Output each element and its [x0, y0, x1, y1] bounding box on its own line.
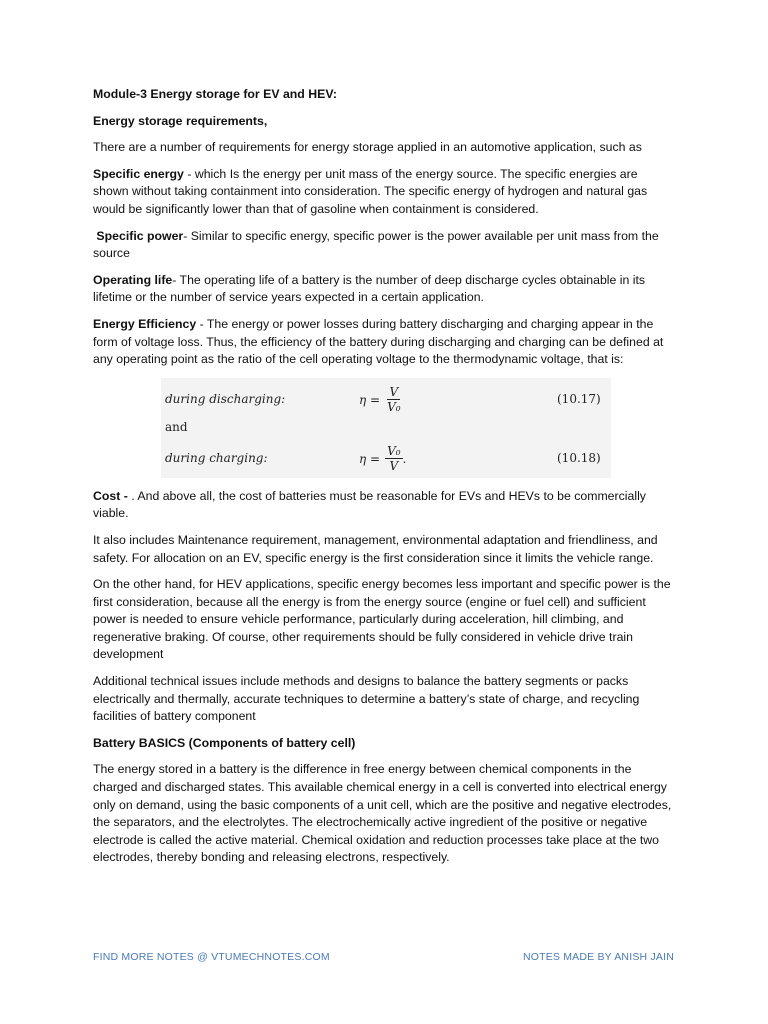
discharging-label: during discharging: [165, 391, 286, 406]
specific-energy-paragraph [93, 166, 675, 219]
charging-numerator: V₀ [387, 444, 401, 459]
equation-and: and [165, 419, 188, 434]
footer-website-link[interactable]: FIND MORE NOTES @ VTUMECHNOTES.COM [93, 951, 330, 963]
charging-denominator: V [389, 459, 399, 474]
charging-label: during charging: [165, 450, 268, 465]
equation-number-charging: (10.18) [557, 450, 601, 465]
specific-energy-term: Specific energy [93, 166, 184, 181]
specific-energy-text: - which Is the energy per unit mass of the energy source. The specific energies are shown without taking containment into consideration. The specific energy of hydrogen and natural gas would be significantly lower than that of gasoline when containment is considered. [93, 166, 648, 216]
efficiency-equations-image [161, 378, 611, 478]
specific-power-term: Specific power [96, 228, 184, 243]
specific-power-paragraph [93, 228, 675, 263]
energy-efficiency-paragraph [93, 316, 675, 369]
equation-charging [161, 441, 611, 477]
cost-text: . And above all, the cost of batteries must be reasonable for EVs and HEVs to be commercially viable. [93, 488, 646, 521]
body-paragraph: It also includes Maintenance requirement, management, environmental adaptation and friendliness, and safety. For allocation on an EV, specific energy is the first consideration since it limits the vehicle range. [93, 532, 658, 565]
specific-power-text: - Similar to specific energy, specific power is the power available per unit mass from the source [93, 228, 659, 261]
section-heading-requirements: Energy storage requirements, [93, 113, 268, 128]
body-paragraph: On the other hand, for HEV applications, specific energy becomes less important and specific power is the first consideration, because all the energy is from the energy source (engine or fuel cell) and sufficient power is needed to ensure vehicle performance, particularly during acceleration, hill climbing, and regenerative braking. Of course, other requirements should be fully considered in vehicle drive train development [93, 577, 671, 662]
operating-life-text: - The operating life of a battery is the number of deep discharge cycles obtainable in its lifetime or the number of service years expected in a certain application. [93, 272, 646, 305]
page-title: Module-3 Energy storage for EV and HEV: [93, 87, 337, 101]
battery-basics-paragraph: The energy stored in a battery is the difference in free energy between chemical components in the charged and discharged states. This available chemical energy in a cell is converted into electrical energy only on demand, using the basic components of a unit cell, which are the positive and negative electrodes, the separators, and the electrolytes. The electrochemically active ingredient of the positive or negative electrode is called the active material. Chemical oxidation and reduction processes take place at the two electrodes, thereby bonding and releasing electrons, respectively. [93, 762, 672, 865]
cost-paragraph [93, 488, 675, 523]
cost-term: Cost - [93, 488, 132, 503]
eta-symbol: η = [359, 392, 381, 407]
discharging-fraction [385, 385, 402, 414]
operating-life-paragraph [93, 272, 675, 307]
charging-fraction [385, 444, 402, 473]
intro-paragraph: There are a number of requirements for energy storage applied in an automotive application, such as [93, 140, 642, 155]
footer-author: NOTES MADE BY ANISH JAIN [522, 951, 674, 963]
discharging-numerator: V [389, 385, 399, 400]
operating-life-term: Operating life [93, 272, 173, 287]
discharging-formula [359, 382, 403, 418]
body-paragraph: Additional technical issues include methods and designs to balance the battery segments or packs electrically and thermally, accurate techniques to determine a battery’s state of charge, and recycling facilities of battery component [93, 674, 640, 724]
eta-symbol: η = [359, 451, 381, 466]
energy-efficiency-term: Energy Efficiency [93, 316, 197, 331]
charging-period: . [402, 451, 407, 466]
charging-formula [359, 441, 406, 477]
document-body [93, 86, 675, 876]
section-heading-battery-basics: Battery BASICS (Components of battery cell) [93, 735, 356, 750]
discharging-denominator: V₀ [387, 400, 401, 415]
energy-efficiency-text: - The energy or power losses during battery discharging and charging appear in the form of voltage loss. Thus, the efficiency of the battery during discharging and charging can be defined at any operating point as the ratio of the cell operating voltage to the thermodynamic voltage, that is: [93, 316, 664, 367]
equation-number-discharging: (10.17) [557, 391, 601, 406]
equation-discharging [161, 382, 611, 418]
